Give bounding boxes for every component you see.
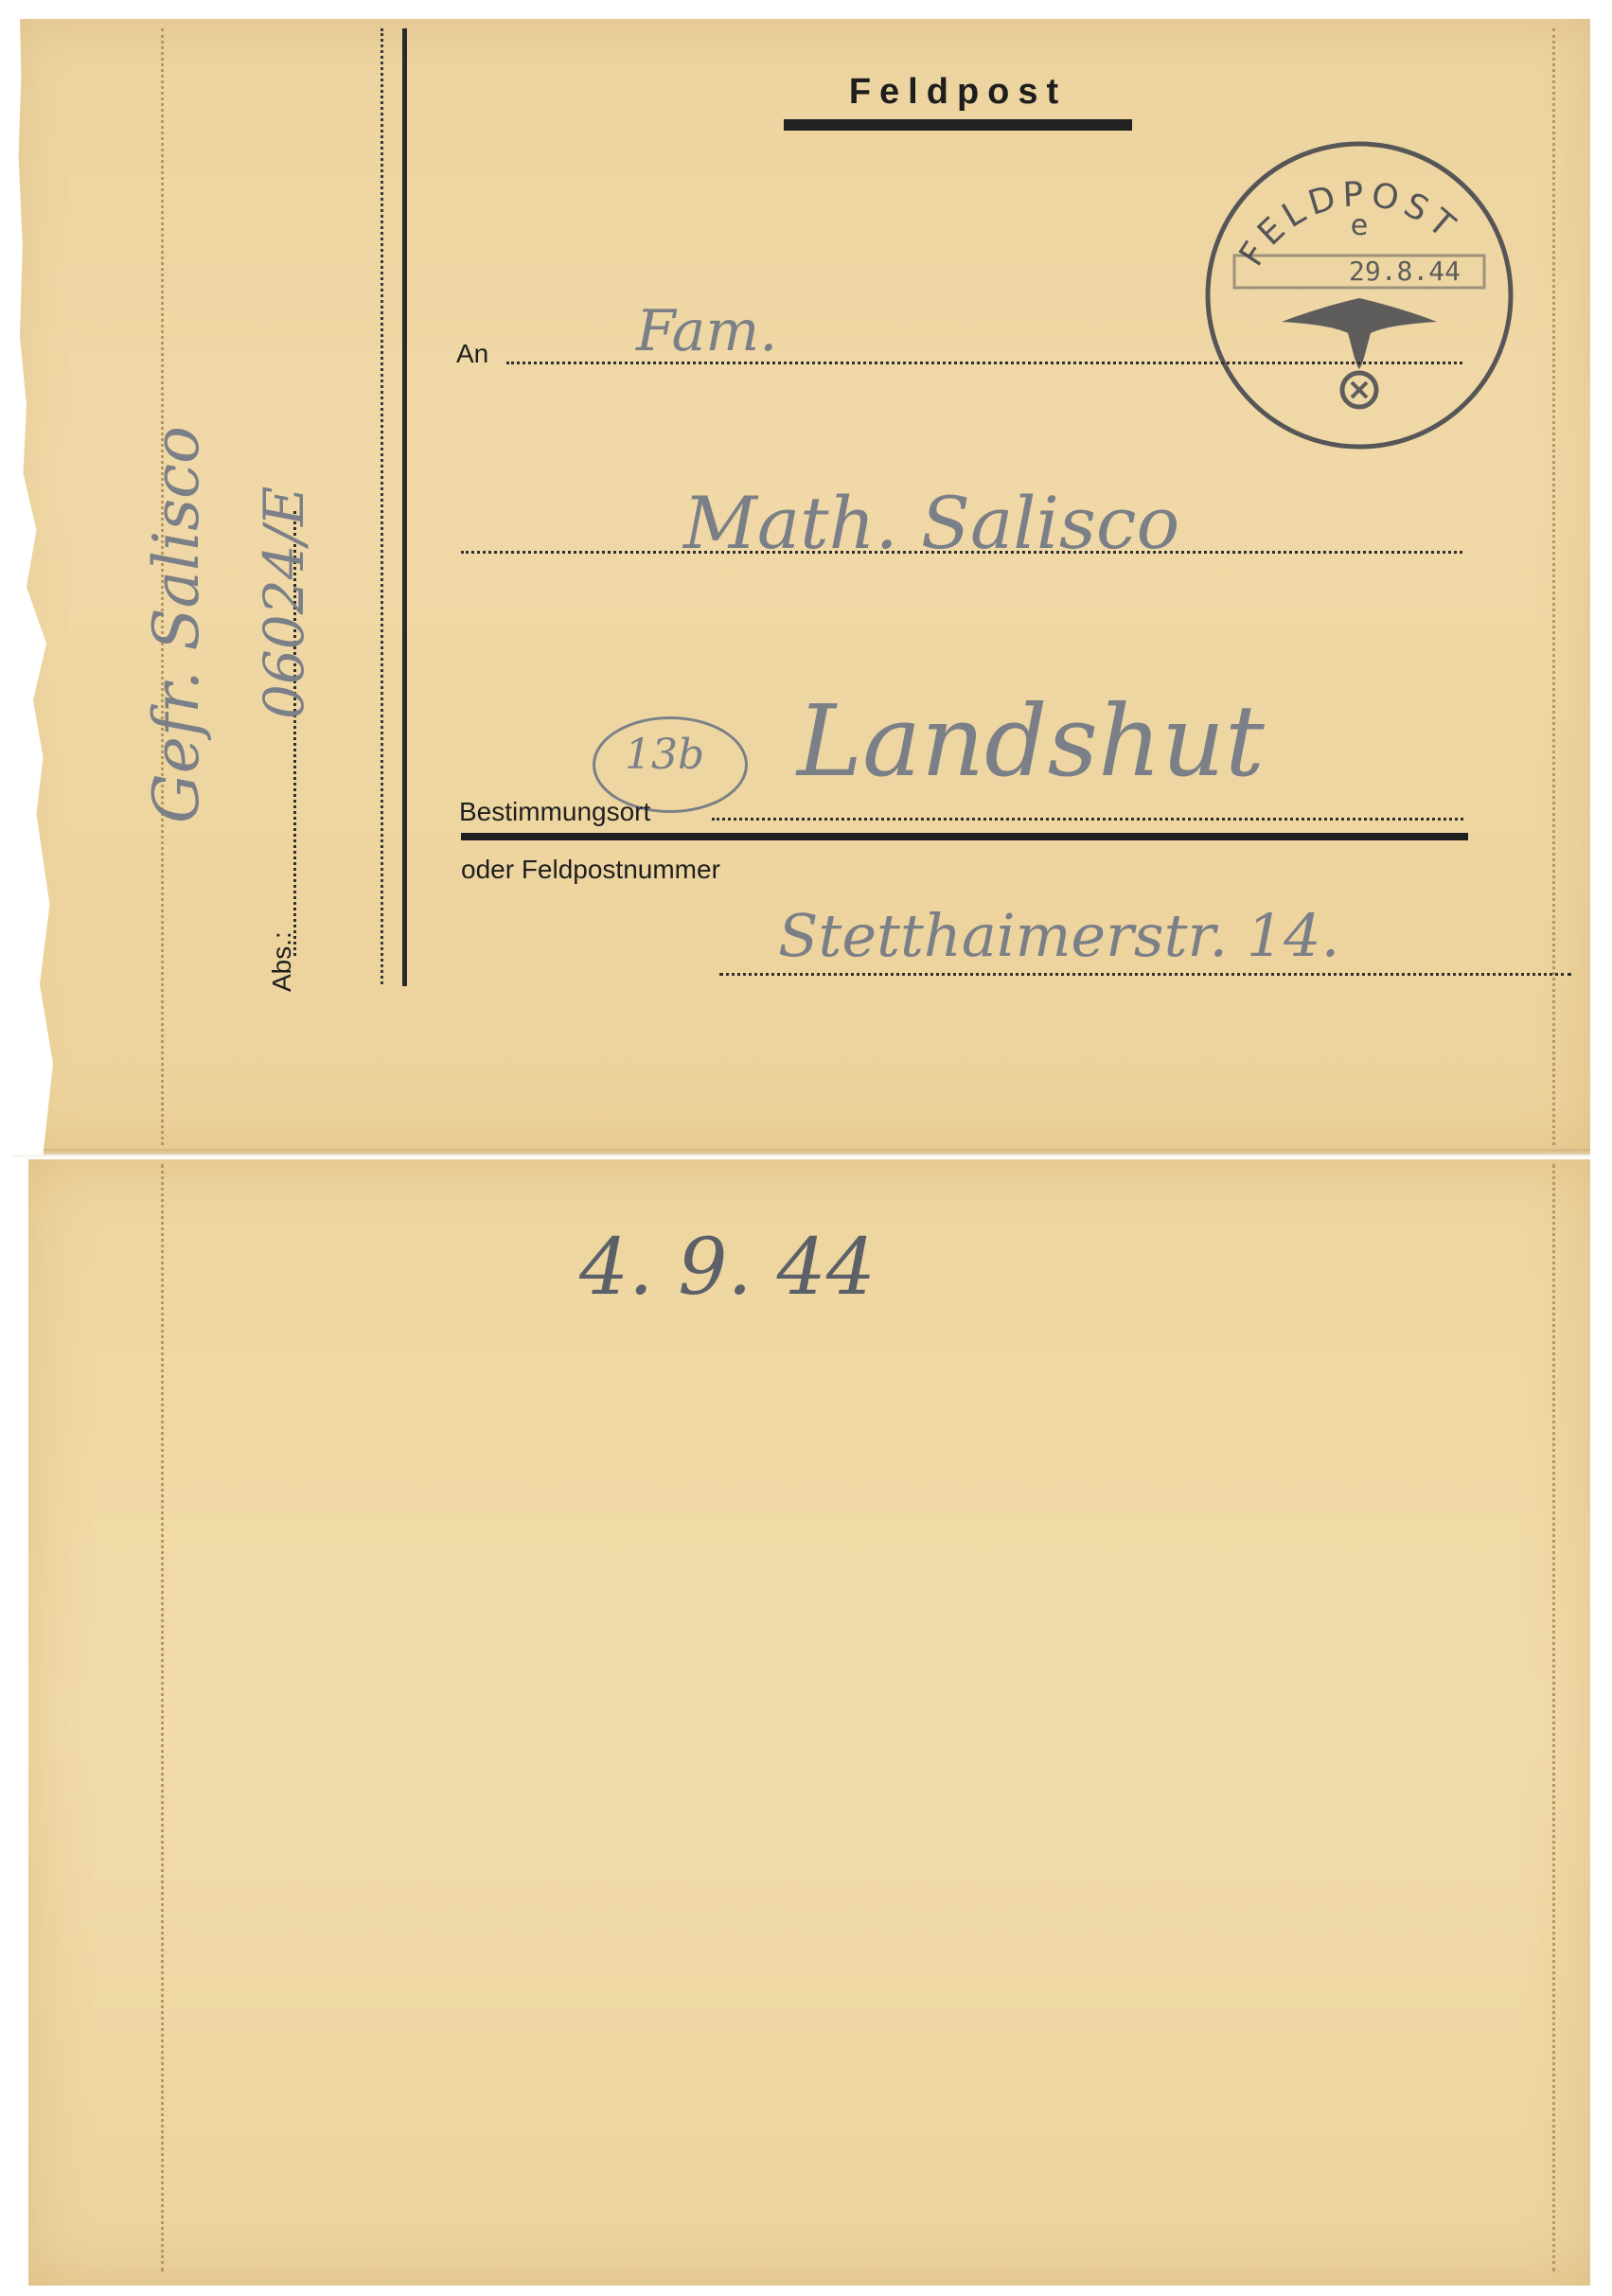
to-label: An	[456, 339, 489, 368]
perforation-left-bottom	[161, 1164, 164, 2271]
stamp-date: 29.8.44	[1348, 256, 1461, 287]
fold-line	[13, 1149, 1590, 1158]
recipient-line-2: Math. Salisco	[683, 481, 1180, 565]
perforation-right-top	[1552, 28, 1555, 1145]
perforation-right-bottom	[1552, 1164, 1555, 2271]
letter-date: 4. 9. 44	[579, 1223, 876, 1313]
form-title-wrap	[784, 72, 1132, 113]
street-address: Stetthaimerstr. 14.	[778, 901, 1340, 970]
sender-name: Gefr. Salisco	[140, 426, 213, 823]
title-underline	[784, 119, 1132, 131]
eagle-emblem-icon	[1282, 298, 1437, 407]
destination-city: Landshut	[797, 683, 1265, 799]
sender-column-divider	[402, 28, 407, 986]
fieldpost-label: oder Feldpostnummer	[461, 855, 720, 884]
destination-line	[712, 818, 1463, 821]
street-line	[719, 973, 1571, 976]
form-title: Feldpost	[848, 72, 1068, 112]
destination-label: Bestimmungsort	[459, 797, 651, 826]
paper-bottom-panel	[28, 1159, 1590, 2286]
stamp-text: FELDPOST	[1231, 175, 1466, 274]
region-code: 13b	[625, 731, 705, 779]
recipient-line-1: Fam.	[636, 298, 778, 364]
stamp-letter: e	[1350, 209, 1369, 242]
sender-column-dotted-line	[381, 28, 383, 984]
sender-number: 06024/E	[252, 486, 316, 719]
sender-label: Abs.:	[267, 931, 296, 992]
postmark-stamp	[1196, 132, 1522, 458]
destination-rule	[461, 833, 1468, 840]
